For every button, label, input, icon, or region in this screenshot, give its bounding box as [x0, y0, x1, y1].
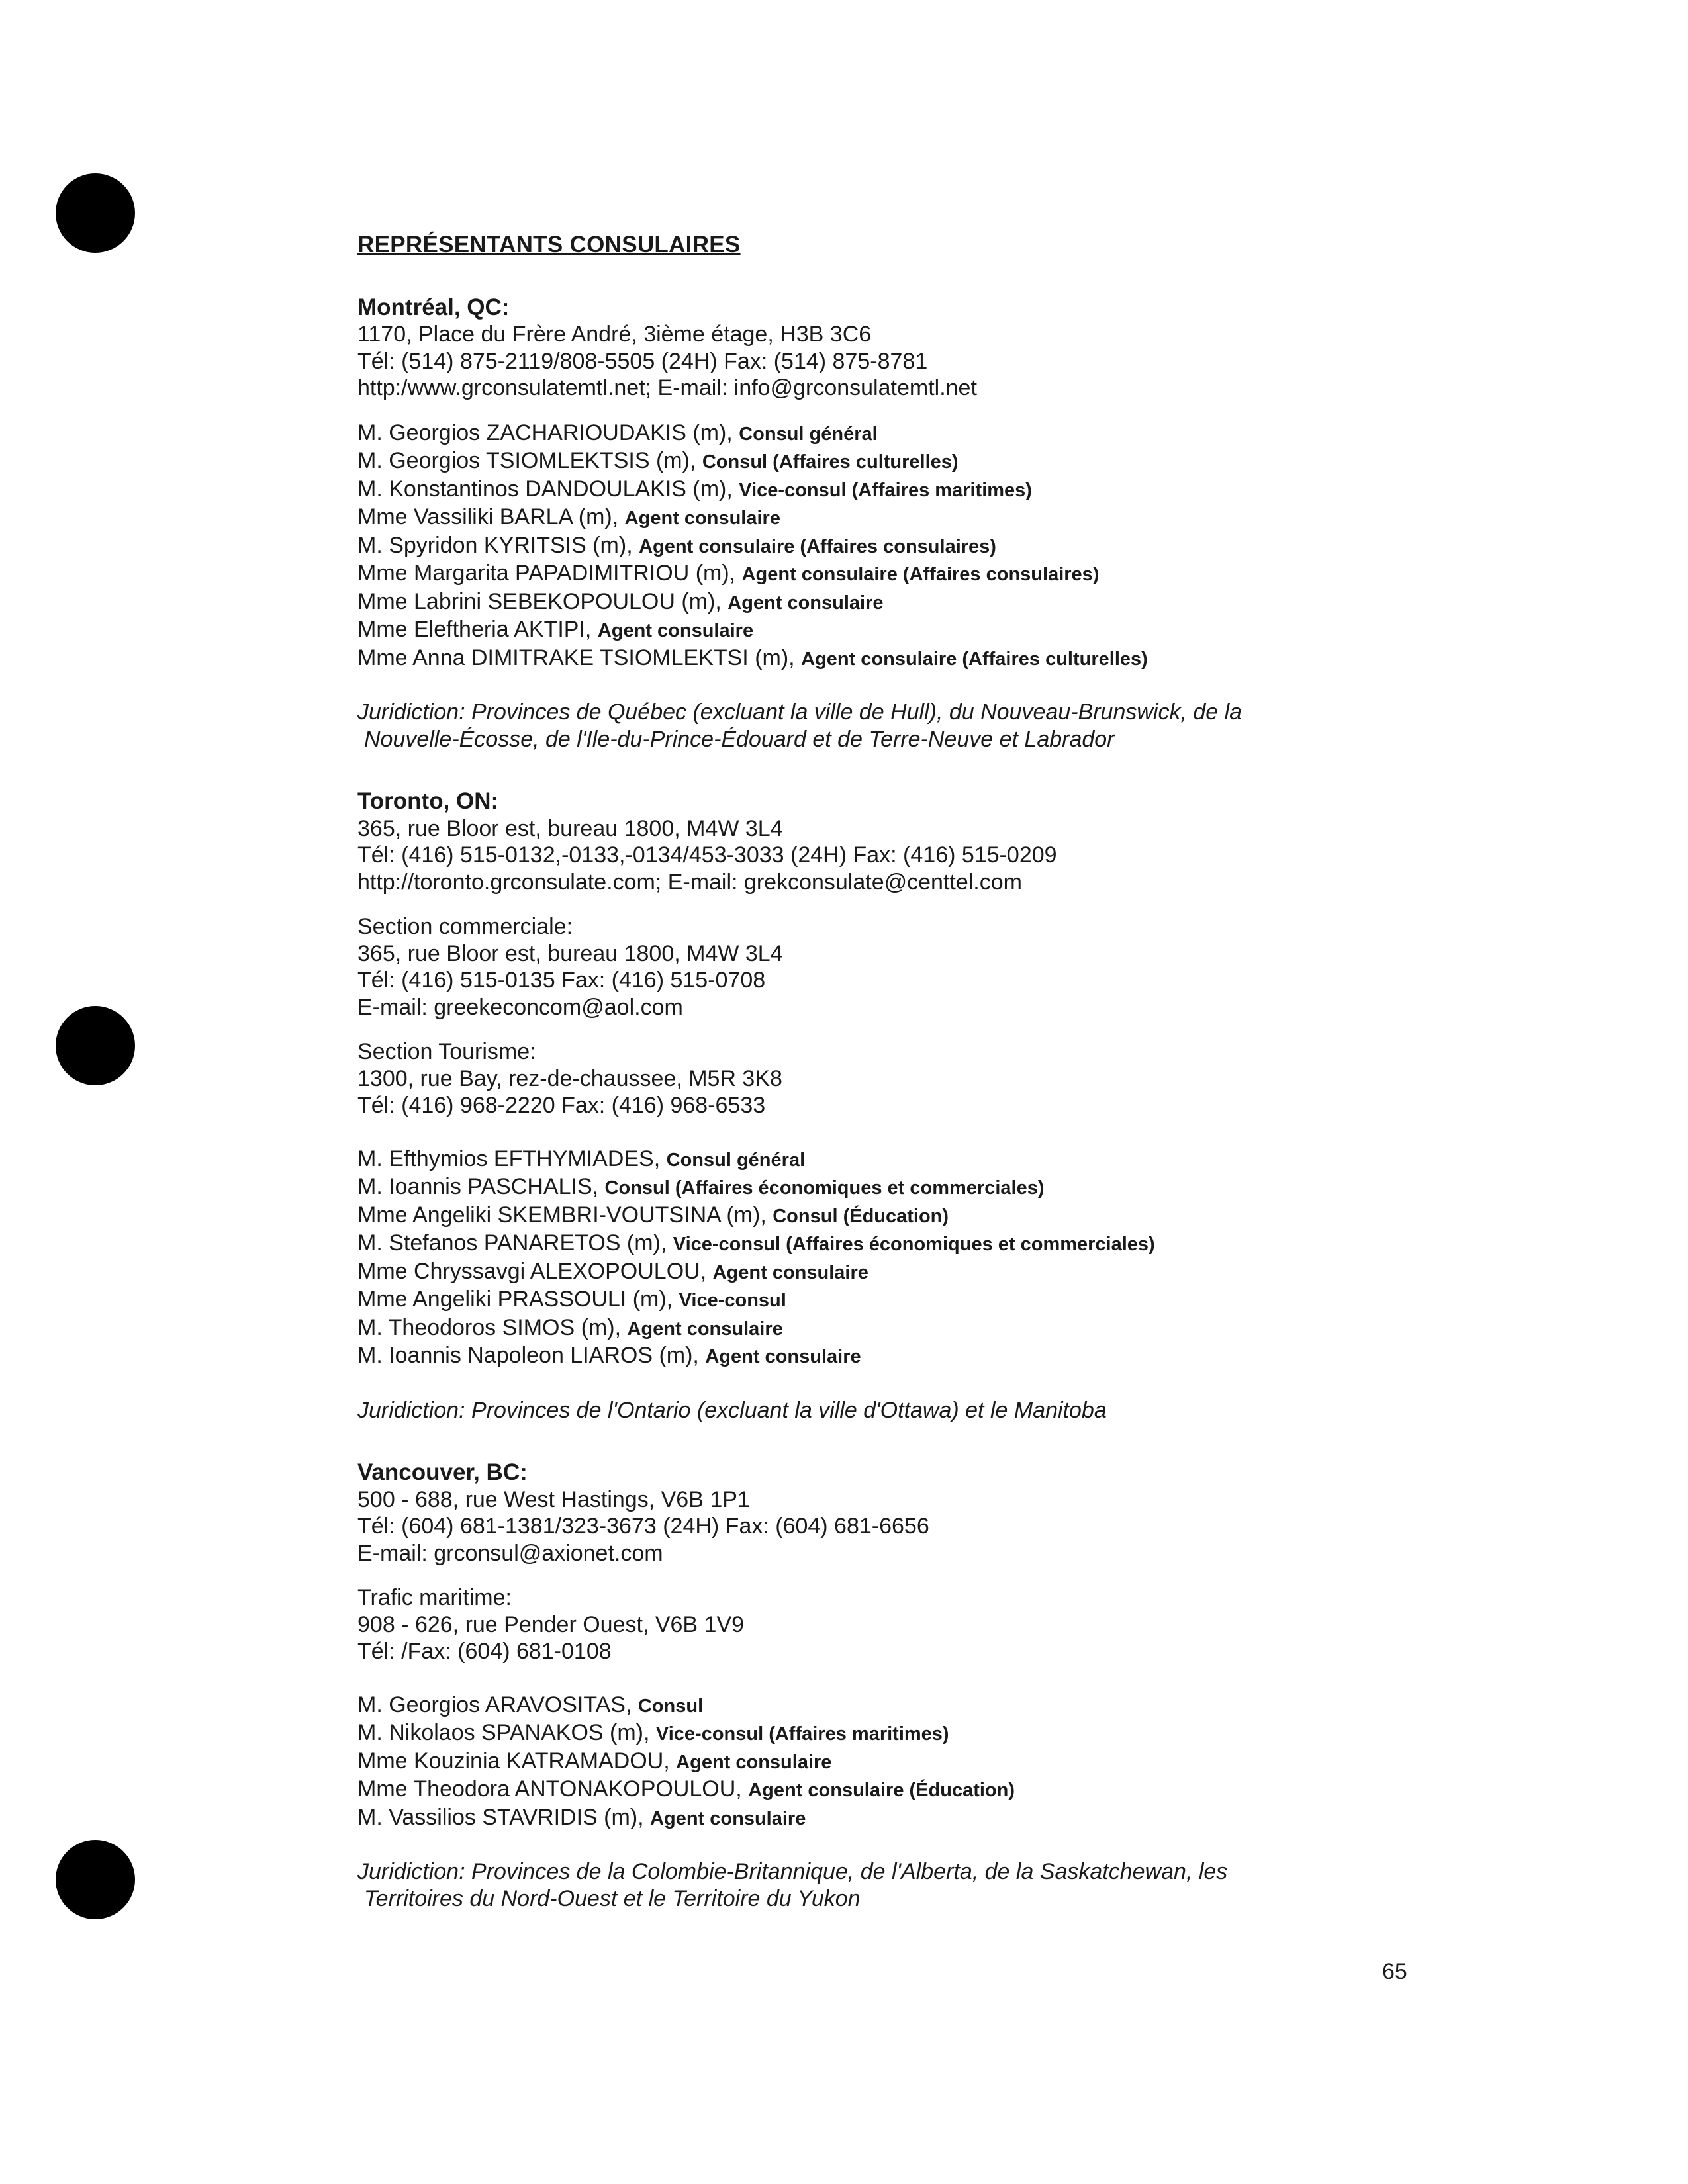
staff-entry: [357, 1286, 1615, 1314]
phone-line: Tél: (416) 515-0132,-0133,-0134/453-3033 (24H) Fax: (416) 515-0209: [357, 842, 1057, 868]
maritime-section-label: Trafic maritime:: [357, 1585, 512, 1610]
staff-entry: [357, 588, 1615, 617]
staff-entry: [357, 1804, 1615, 1833]
staff-entry: [357, 1692, 1615, 1720]
staff-title: Agent consulaire: [650, 1807, 806, 1829]
staff-list-toronto: [357, 1146, 1615, 1371]
staff-name: M. Stefanos PANARETOS (m),: [357, 1230, 667, 1255]
staff-title: Consul général: [739, 423, 878, 445]
jurisdiction-line: Territoires du Nord-Ouest et le Territoire du Yukon: [364, 1886, 861, 1911]
binder-hole-bottom: [56, 1840, 135, 1919]
staff-list-montreal: [357, 420, 1615, 673]
binder-hole-top: [56, 173, 135, 253]
staff-entry: [357, 1146, 1615, 1174]
jurisdiction-montreal: [357, 699, 1615, 752]
staff-title: Agent consulaire (Éducation): [748, 1780, 1015, 1801]
jurisdiction-line: Juridiction: Provinces de la Colombie-Britannique, de l'Alberta, de la Saskatchewan, les: [357, 1859, 1228, 1884]
address-line: 1170, Place du Frère André, 3ième étage, H3B 3C6: [357, 322, 872, 347]
staff-title: Agent consulaire: [676, 1751, 832, 1773]
staff-entry: [357, 532, 1615, 561]
staff-entry: [357, 560, 1615, 588]
staff-name: M. Ioannis PASCHALIS,: [357, 1174, 599, 1199]
staff-entry: [357, 1719, 1615, 1748]
phone-line: Tél: (514) 875-2119/808-5505 (24H) Fax: (514) 875-8781: [357, 348, 928, 374]
staff-entry: [357, 1258, 1615, 1287]
staff-entry: [357, 645, 1615, 673]
staff-title: Vice-consul (Affaires économiques et commerciales): [673, 1234, 1155, 1255]
staff-title: Consul: [637, 1695, 704, 1717]
document-body: [357, 232, 1615, 1912]
staff-title: Agent consulaire: [727, 592, 884, 614]
staff-title: Vice-consul (Affaires maritimes): [739, 479, 1032, 501]
section-toronto: [357, 788, 1615, 1424]
staff-entry: [357, 616, 1615, 645]
staff-entry: [357, 1342, 1615, 1371]
staff-title: Agent consulaire: [712, 1261, 868, 1283]
staff-title: Agent consulaire (Affaires consulaires): [741, 564, 1100, 585]
staff-name: Mme Vassiliki BARLA (m),: [357, 504, 619, 529]
staff-name: M. Georgios ARAVOSITAS,: [357, 1692, 632, 1717]
jurisdiction-line: Juridiction: Provinces de l'Ontario (excluant la ville d'Ottawa) et le Manitoba: [357, 1397, 1107, 1423]
staff-name: Mme Chryssavgi ALEXOPOULOU,: [357, 1258, 707, 1284]
page-heading: REPRÉSENTANTS CONSULAIRES: [357, 232, 741, 257]
staff-entry: [357, 1314, 1615, 1343]
staff-name: M. Spyridon KYRITSIS (m),: [357, 532, 633, 558]
web-email-line: http://toronto.grconsulate.com; E-mail: grekconsulate@centtel.com: [357, 869, 1022, 895]
address-line: 365, rue Bloor est, bureau 1800, M4W 3L4: [357, 940, 783, 966]
address-line: 1300, rue Bay, rez-de-chaussee, M5R 3K8: [357, 1066, 782, 1091]
staff-title: Vice-consul: [679, 1290, 786, 1311]
phone-line: Tél: (416) 515-0135 Fax: (416) 515-0708: [357, 968, 766, 993]
staff-title: Vice-consul (Affaires maritimes): [655, 1723, 949, 1745]
commercial-section-label: Section commerciale:: [357, 914, 573, 939]
staff-list-vancouver: [357, 1692, 1615, 1833]
staff-entry: [357, 420, 1615, 448]
tourism-section-label: Section Tourisme:: [357, 1039, 536, 1064]
staff-title: Agent consulaire (Affaires culturelles): [801, 648, 1148, 670]
email-line: E-mail: grconsul@axionet.com: [357, 1540, 663, 1566]
staff-name: M. Theodoros SIMOS (m),: [357, 1314, 622, 1340]
staff-name: Mme Labrini SEBEKOPOULOU (m),: [357, 588, 722, 614]
staff-name: M. Georgios TSIOMLEKTSIS (m),: [357, 448, 696, 473]
city-heading-toronto: Toronto, ON:: [357, 788, 499, 814]
staff-name: Mme Theodora ANTONAKOPOULOU,: [357, 1776, 742, 1801]
staff-name: M. Nikolaos SPANAKOS (m),: [357, 1720, 650, 1745]
jurisdiction-line: Juridiction: Provinces de Québec (excluant la ville de Hull), du Nouveau-Brunswick, de la: [357, 700, 1243, 725]
staff-name: Mme Angeliki PRASSOULI (m),: [357, 1287, 673, 1312]
staff-name: M. Vassilios STAVRIDIS (m),: [357, 1804, 644, 1830]
staff-title: Agent consulaire: [627, 1318, 783, 1340]
staff-title: Consul (Affaires économiques et commerciales): [604, 1177, 1045, 1199]
staff-title: Agent consulaire: [597, 620, 754, 641]
staff-name: Mme Margarita PAPADIMITRIOU (m),: [357, 561, 736, 586]
phone-line: Tél: (416) 968-2220 Fax: (416) 968-6533: [357, 1093, 766, 1118]
staff-name: M. Konstantinos DANDOULAKIS (m),: [357, 476, 733, 502]
staff-name: M. Efthymios EFTHYMIADES,: [357, 1146, 661, 1171]
staff-entry: [357, 1748, 1615, 1776]
staff-name: Mme Anna DIMITRAKE TSIOMLEKTSI (m),: [357, 645, 795, 670]
web-email-line: http:/www.grconsulatemtl.net; E-mail: info@grconsulatemtl.net: [357, 375, 977, 400]
staff-entry: [357, 1173, 1615, 1202]
staff-entry: [357, 447, 1615, 476]
staff-entry: [357, 1776, 1615, 1804]
staff-name: Mme Eleftheria AKTIPI,: [357, 617, 592, 642]
address-line: 500 - 688, rue West Hastings, V6B 1P1: [357, 1486, 750, 1512]
address-line: 908 - 626, rue Pender Ouest, V6B 1V9: [357, 1612, 745, 1637]
staff-name: Mme Kouzinia KATRAMADOU,: [357, 1748, 670, 1774]
staff-title: Agent consulaire: [705, 1346, 861, 1367]
page-number: 65: [1382, 1959, 1407, 1984]
staff-entry: [357, 504, 1615, 532]
city-heading-montreal: Montréal, QC:: [357, 294, 510, 320]
staff-entry: [357, 1202, 1615, 1230]
jurisdiction-toronto: [357, 1397, 1615, 1424]
jurisdiction-vancouver: [357, 1858, 1615, 1912]
jurisdiction-line: Nouvelle-Écosse, de l'Ile-du-Prince-Édouard et de Terre-Neuve et Labrador: [364, 726, 1115, 752]
staff-entry: [357, 476, 1615, 504]
city-heading-vancouver: Vancouver, BC:: [357, 1459, 528, 1485]
section-montreal: [357, 295, 1615, 753]
staff-entry: [357, 1230, 1615, 1258]
staff-name: M. Georgios ZACHARIOUDAKIS (m),: [357, 420, 733, 445]
email-line: E-mail: greekeconcom@aol.com: [357, 994, 683, 1020]
phone-line: Tél: (604) 681-1381/323-3673 (24H) Fax: (604) 681-6656: [357, 1514, 929, 1539]
address-line: 365, rue Bloor est, bureau 1800, M4W 3L4: [357, 815, 783, 841]
staff-name: M. Ioannis Napoleon LIAROS (m),: [357, 1343, 699, 1368]
binder-hole-middle: [56, 1006, 135, 1085]
staff-title: Consul (Affaires culturelles): [702, 451, 959, 473]
staff-title: Consul (Éducation): [773, 1205, 949, 1227]
phone-line: Tél: /Fax: (604) 681-0108: [357, 1639, 612, 1664]
staff-name: Mme Angeliki SKEMBRI-VOUTSINA (m),: [357, 1202, 767, 1228]
staff-title: Agent consulaire (Affaires consulaires): [639, 535, 996, 557]
staff-title: Agent consulaire: [624, 508, 780, 529]
section-vancouver: [357, 1459, 1615, 1912]
staff-title: Consul général: [666, 1149, 806, 1171]
